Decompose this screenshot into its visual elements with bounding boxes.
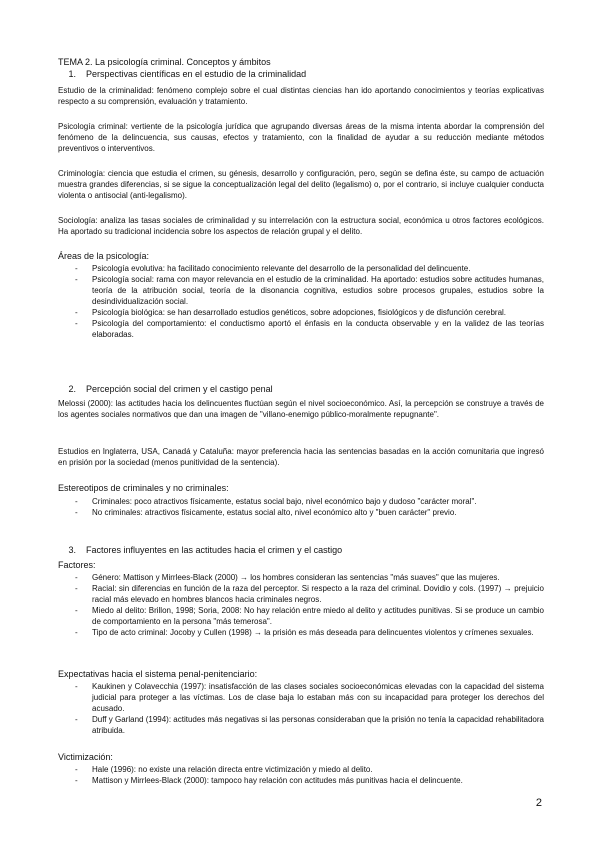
list-item: - Psicología biológica: se han desarrollado estudios genéticos, sobre adopciones, fisiológicos y de disfunción cerebral. [58, 307, 544, 318]
page-number: 2 [535, 797, 542, 809]
list-item: - Criminales: poco atractivos físicamente, estatus social bajo, nivel económico bajo y dudoso "carácter moral". [58, 496, 544, 507]
paragraph-estudios: Estudios en Inglaterra, USA, Canadá y Cataluña: mayor preferencia hacia las sentencias basadas en la acción comunitaria que ingresó en prisión por la sociedad (menos punitividad de la sentencia). [58, 447, 544, 468]
paragraph-psicologia-criminal: Psicología criminal: vertiente de la psicología jurídica que agrupando diversas áreas de la misma intenta abordar la comprensión del fenómeno de la delincuencia, sus causas, efectos y tratamiento, con la finalidad de ayudar a su reducción mediante métodos preventivos o interventivos. [58, 122, 544, 154]
list-item: - Hale (1996): no existe una relación directa entre victimización y miedo al delito. [58, 764, 544, 775]
section-2-heading: 2. Percepción social del crimen y el castigo penal [68, 384, 273, 394]
victimizacion-list [58, 764, 544, 786]
page-title: TEMA 2. La psicología criminal. Conceptos y ámbitos [58, 57, 271, 67]
list-item: - Género: Mattison y Mirrlees-Black (2000) → los hombres consideran las sentencias "más suaves" que las mujeres. [58, 572, 544, 583]
list-item: - Psicología evolutiva: ha facilitado conocimiento relevante del desarrollo de la personalidad del delincuente. [58, 263, 544, 274]
victimizacion-label: Victimización: [58, 752, 113, 762]
paragraph-estudio-criminalidad: Estudio de la criminalidad: fenómeno complejo sobre el cual distintas ciencias han ido aportando conocimientos y teorías explicativas respecto a su comprensión, evaluación y tratamiento. [58, 86, 544, 106]
stereotypes-label: Estereotipos de criminales y no criminales: [58, 483, 229, 493]
list-item: - Mattison y Mirrlees-Black (2000): tampoco hay relación con actitudes más punitivas hacia el delincuente. [58, 775, 544, 786]
paragraph-melossi: Melossi (2000): las actitudes hacia los delincuentes fluctúan según el nivel socioeconómico. Así, la percepción se construye a través de los agentes sociales normativos que dan una imagen de "villano-enemigo público-moralmente repugnante". [58, 399, 544, 420]
areas-label: Áreas de la psicología: [58, 251, 150, 261]
expectativas-label: Expectativas hacia el sistema penal-penitenciario: [58, 669, 258, 679]
section-1-heading: 1. Perspectivas científicas en el estudio de la criminalidad [68, 69, 307, 79]
list-item: - Kaukinen y Colavecchia (1997): insatisfacción de las clases sociales socioeconómicas elevadas con la capacidad del sistema judicial para proteger a las víctimas. Los de clase baja lo estaban más con su incapacidad para proteger los derechos del acusado. [58, 681, 544, 714]
stereotypes-list [58, 496, 544, 518]
paragraph-sociologia: Sociología: analiza las tasas sociales de criminalidad y su interrelación con la estructura social, económica u otros factores ecológicos. Ha aportado su tradicional incidencia sobre los aspectos de relación grupal y el delito. [58, 216, 544, 237]
expectativas-list [58, 681, 544, 736]
areas-list [58, 263, 544, 340]
list-item: - Duff y Garland (1994): actitudes más negativas si las personas consideraban que la prisión no tenía la capacidad rehabilitadora atribuida. [58, 714, 544, 736]
list-item: - Psicología social: rama con mayor relevancia en el estudio de la criminalidad. Ha aportado: estudios sobre actitudes humanas, teoría de la atribución social, teoría de la disonancia cognitiva, estudios sobre procesos grupales, estudios sobre la desindividualización social. [58, 274, 544, 307]
factores-label: Factores: [58, 560, 96, 570]
list-item: - Tipo de acto criminal: Jocoby y Cullen (1998) → la prisión es más deseada para delincuentes violentos y crímenes sexuales. [58, 627, 544, 638]
section-3-heading: 3. Factores influyentes en las actitudes hacia el crimen y el castigo [68, 545, 343, 555]
list-item: - No criminales: atractivos físicamente, estatus social alto, nivel económico alto y "buen carácter" previo. [58, 507, 544, 518]
factores-list [58, 572, 544, 638]
list-item: - Miedo al delito: Brillon, 1998; Soria, 2008: No hay relación entre miedo al delito y actitudes punitivas. Si se produce un cambio de comportamiento en la persona "más temerosa". [58, 605, 544, 627]
list-item: - Psicología del comportamiento: el conductismo aportó el énfasis en la conducta observable y en la validez de las teorías elaboradas. [58, 318, 544, 340]
paragraph-criminologia: Criminología: ciencia que estudia el crimen, su génesis, desarrollo y configuración, pero, según se defina éste, su campo de actuación muestra grandes diferencias, si se sigue la conceptualización legal del delito (legalismo) o, por el contrario, si incluye cualquier conducta violenta o antisocial (anti-legalismo). [58, 169, 544, 201]
list-item: - Racial: sin diferencias en función de la raza del perceptor. Si respecto a la raza del criminal. Dovidio y cols. (1997) → prejuicio racial más elevado en hombres blancos hacia criminales negros. [58, 583, 544, 605]
